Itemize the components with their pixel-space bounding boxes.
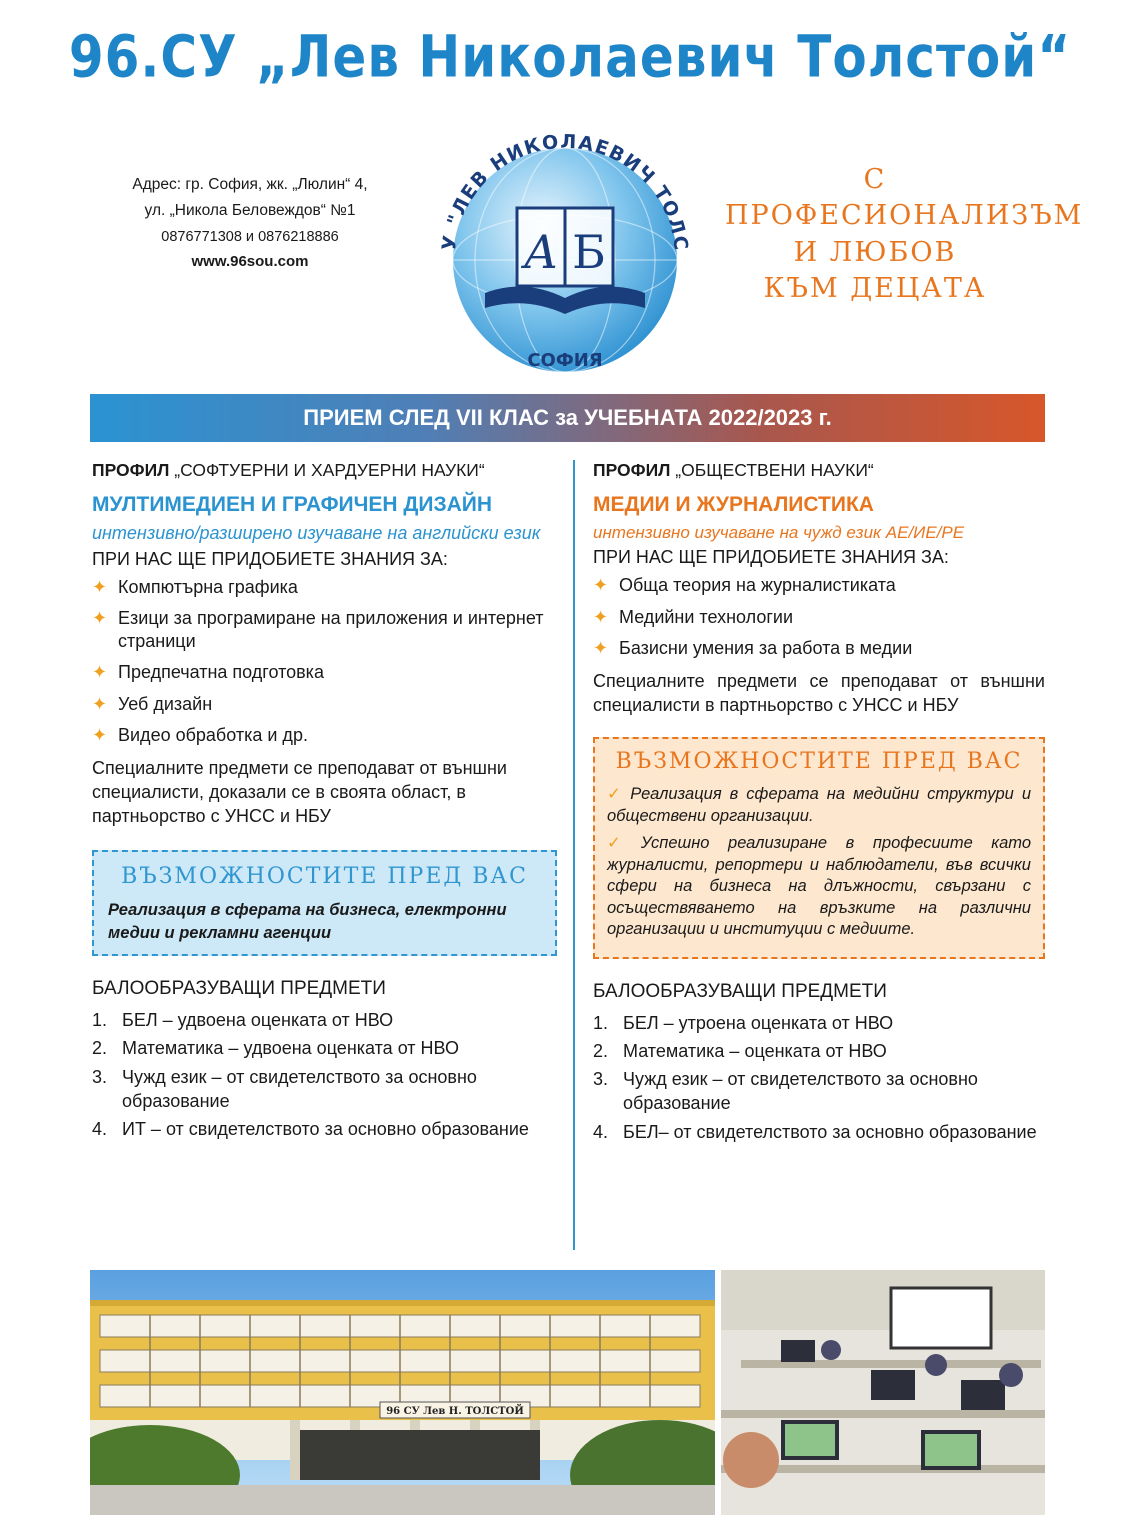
logo-ring-text: У "ЛЕВ НИКОЛАЕВИЧ ТОЛС	[438, 130, 692, 253]
left-specialty: МУЛТИМЕДИЕН И ГРАФИЧЕН ДИЗАЙН	[92, 493, 493, 516]
school-title: 96.СУ „Лев Николаевич Толстой“	[68, 23, 1072, 91]
slogan-line-3: КЪМ ДЕЦАТА	[763, 273, 987, 305]
list-item: 3. Чужд език – от свидетелството за основно образование	[92, 1066, 477, 1111]
right-opportunity-1: ✓ Реализация в сферата на медийни структури и обществени организации.	[607, 785, 1031, 825]
school-building-photo	[90, 1270, 715, 1515]
admission-banner: ПРИЕМ СЛЕД VII КЛАС за УЧЕБНАТА 2022/2023 г.	[90, 394, 1045, 442]
left-opportunities-text: Реализация в сферата на бизнеса, електронни медии и рекламни агенции	[108, 901, 507, 942]
list-item: ✦ Предпечатна подготовка	[92, 661, 557, 684]
list-item: ✦ Базисни умения за работа в медии	[593, 637, 1045, 660]
right-grading-list	[593, 1011, 1045, 1144]
address-line-2: ул. „Никола Беловеждов“ №1	[144, 202, 356, 220]
right-column	[593, 460, 1045, 1148]
right-opportunity-2: ✓ Успешно реализиране в професиите като журналисти, репортери и наблюдатели, във всички сфери на бизнеса на длъжности, свързани с осъществяването на връзките на различни организации и институции с медиите.	[607, 834, 1032, 939]
logo-letter-a: А	[523, 225, 559, 279]
column-divider	[573, 460, 575, 1250]
school-logo	[415, 108, 715, 378]
list-item: ✦ Компютърна графика	[92, 576, 557, 599]
list-item: ✦ Уеб дизайн	[92, 693, 557, 716]
list-item: 1. БЕЛ – утроена оценката от НВО	[593, 1012, 894, 1033]
checkmark-icon: ✓	[607, 785, 625, 804]
address-line-1: Адрес: гр. София, жк. „Люлин“ 4,	[132, 176, 368, 193]
list-item: ✦ Езици за програмиране на приложения и интернет страници	[92, 607, 557, 652]
left-grading-list	[92, 1008, 557, 1141]
phone-numbers: 0876771308 и 0876218886	[161, 228, 339, 245]
left-opportunities-box	[92, 850, 557, 956]
right-grading-title: БАЛООБРАЗУВАЩИ ПРЕДМЕТИ	[593, 980, 887, 1002]
left-bullets	[92, 576, 557, 747]
list-item: 2. Математика – удвоена оценката от НВО	[92, 1038, 459, 1059]
right-knowledge-title: ПРИ НАС ЩЕ ПРИДОБИЕТЕ ЗНАНИЯ ЗА:	[593, 547, 949, 568]
list-item: ✦ Обща теория на журналистиката	[593, 574, 1045, 597]
list-item: 1. БЕЛ – удвоена оценката от НВО	[92, 1010, 394, 1031]
address-block	[100, 172, 400, 275]
list-item: 2. Математика – оценката от НВО	[593, 1040, 887, 1061]
left-grading-title: БАЛООБРАЗУВАЩИ ПРЕДМЕТИ	[92, 978, 386, 1000]
logo-city: СОФИЯ	[527, 350, 603, 371]
classroom-photo	[721, 1270, 1045, 1515]
list-item: 3. Чужд език – от свидетелството за основно образование	[593, 1069, 978, 1114]
building-sign: 96 СУ Лев Н. ТОЛСТОЙ	[386, 1406, 524, 1417]
left-profile: ПРОФИЛ „СОФТУЕРНИ И ХАРДУЕРНИ НАУКИ“	[92, 460, 485, 480]
list-item: 4. БЕЛ– от свидетелството за основно образование	[593, 1121, 1037, 1142]
checkmark-icon: ✓	[607, 834, 635, 853]
right-intensive: интензивно изучаване на чужд език АЕ/ИЕ/РЕ	[593, 523, 965, 542]
list-item: ✦ Видео обработка и др.	[92, 724, 557, 747]
right-special-subjects: Специалните предмети се преподават от външни специалисти в партньорство с УНСС и НБУ	[593, 670, 1045, 716]
left-knowledge-title: ПРИ НАС ЩЕ ПРИДОБИЕТЕ ЗНАНИЯ ЗА:	[92, 548, 448, 569]
list-item: ✦ Медийни технологии	[593, 606, 1045, 629]
left-special-subjects: Специалните предмети се преподават от външни специалисти, доказали се в своята област, в партньорство с УНСС и НБУ	[92, 757, 507, 827]
right-opportunities-box	[593, 737, 1045, 958]
left-column	[92, 460, 557, 1146]
slogan-line-2: И ЛЮБОВ	[793, 236, 957, 268]
photo-strip	[90, 1270, 1045, 1515]
slogan	[725, 162, 1084, 308]
slogan-line-1: С ПРОФЕСИОНАЛИЗЪМ	[725, 164, 1084, 232]
left-intensive: интензивно/разширено изучаване на английски език	[92, 523, 541, 543]
logo-letter-b: Б	[572, 225, 606, 279]
right-specialty: МЕДИИ И ЖУРНАЛИСТИКА	[593, 493, 874, 516]
right-bullets	[593, 574, 1045, 660]
left-opportunities-title: ВЪЗМОЖНОСТИТЕ ПРЕД ВАС	[121, 864, 528, 890]
list-item: 4. ИТ – от свидетелството за основно образование	[92, 1119, 529, 1140]
right-profile: ПРОФИЛ „ОБЩЕСТВЕНИ НАУКИ“	[593, 460, 874, 480]
website-link[interactable]: www.96sou.com	[191, 253, 309, 271]
right-opportunities-title: ВЪЗМОЖНОСТИТЕ ПРЕД ВАС	[615, 749, 1023, 775]
